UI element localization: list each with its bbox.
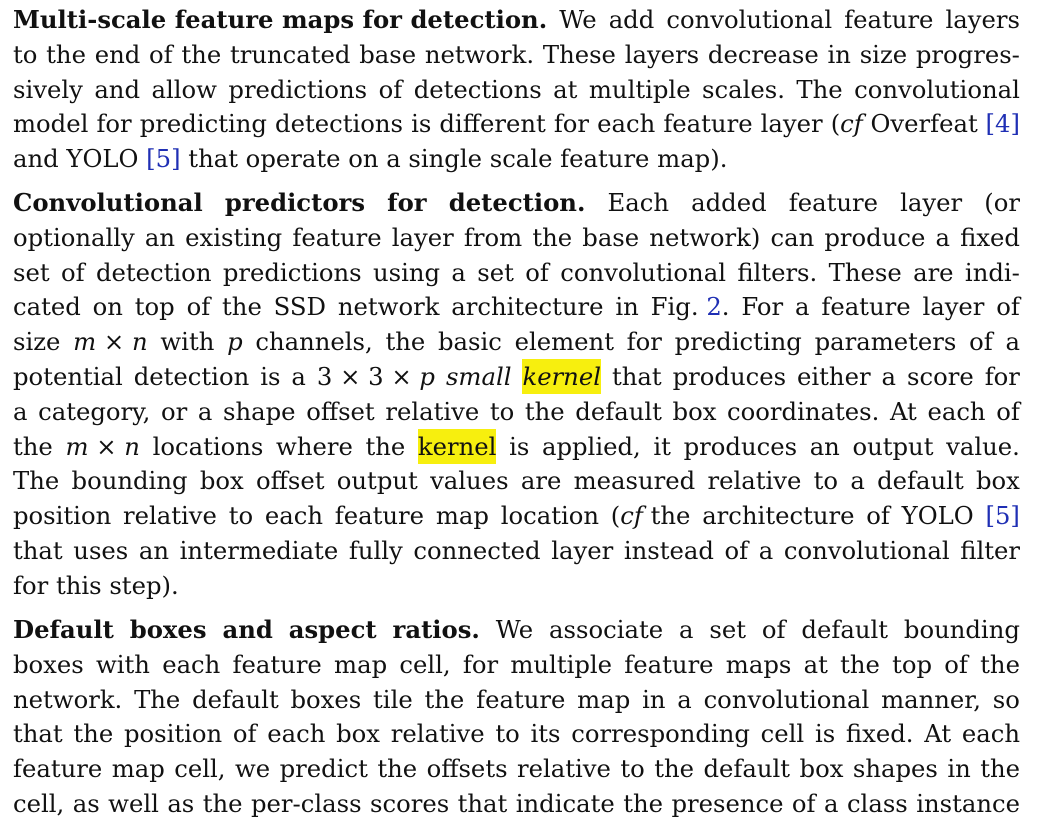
word: Each (607, 188, 670, 217)
text-line (13, 612, 1020, 647)
citation-link[interactable]: [5] (985, 501, 1020, 531)
word: feature (821, 292, 911, 322)
word: set (477, 257, 514, 287)
word: for (462, 649, 499, 679)
word: at (553, 74, 578, 104)
word: small (445, 362, 512, 391)
paragraph-heading-word: and (222, 615, 273, 644)
word: feature (292, 222, 382, 252)
word: convolutional (560, 257, 726, 287)
word: (cf Overfeat [4] (830, 109, 1020, 139)
word: we (234, 754, 271, 784)
word: instead (623, 536, 714, 565)
word: in (947, 754, 971, 784)
word: convolutional (666, 5, 833, 34)
word: for (96, 109, 132, 139)
word: a (758, 536, 774, 565)
word: is (411, 109, 432, 139)
word: fixed. (845, 719, 914, 749)
word: an (809, 431, 840, 461)
word: (cf the (610, 501, 691, 531)
word: maps (725, 649, 792, 679)
word: value. (946, 431, 1020, 461)
word: layer (900, 188, 963, 217)
word: of (996, 292, 1020, 322)
word: class (846, 789, 908, 818)
text-line (13, 682, 1020, 717)
word: allow (151, 74, 217, 104)
word: The (134, 684, 181, 714)
word: each (597, 109, 656, 139)
word: a (1005, 327, 1020, 357)
word: boxes (13, 649, 84, 679)
paragraph-heading-word: Convolutional (13, 188, 203, 217)
word: with (95, 649, 150, 679)
word: score (907, 362, 974, 391)
word: values (430, 466, 509, 496)
word: are (520, 466, 562, 496)
word: base (359, 39, 417, 69)
word: predicting (139, 109, 267, 139)
word: and (94, 74, 140, 104)
paragraph-heading-word: detection. (448, 188, 586, 217)
citation-link[interactable]: 2 (706, 292, 722, 322)
word: measured (573, 466, 696, 496)
text-line (13, 394, 1020, 429)
word: its (530, 719, 561, 749)
text-line (13, 220, 1020, 255)
word: of (866, 501, 890, 531)
word: The (796, 74, 843, 104)
word: that (13, 719, 63, 749)
word: layers (624, 39, 700, 69)
word: an (144, 222, 176, 252)
word: offset (306, 396, 375, 426)
word: top (134, 292, 175, 322)
word: is (260, 362, 281, 391)
word: feature (232, 649, 322, 679)
word: the (181, 39, 222, 69)
citation-link[interactable]: [5] (146, 144, 181, 174)
word: of (186, 292, 211, 322)
word: boxes (290, 684, 362, 714)
word: the (13, 431, 53, 461)
word: of (996, 396, 1020, 426)
word: corresponding (571, 719, 750, 749)
word: a (451, 257, 466, 287)
word: each (267, 719, 326, 749)
paragraph-heading-word: boxes (129, 615, 207, 644)
word: layer (760, 109, 823, 139)
word: where (276, 431, 353, 461)
text-line (13, 255, 1020, 290)
word: each (162, 649, 221, 679)
text-line (13, 751, 1020, 786)
word: it (653, 431, 671, 461)
word: to (489, 396, 515, 426)
word: applied, (541, 431, 641, 461)
word: a (678, 615, 694, 644)
word: a (197, 396, 213, 426)
word: base (582, 222, 640, 252)
word: layers (945, 5, 1020, 34)
paragraph-heading-word: Default (13, 615, 114, 644)
word: output (852, 431, 934, 461)
word: that (13, 536, 63, 565)
word: relative (707, 466, 802, 496)
word: produces (683, 431, 798, 461)
paragraph-heading-word: ratios. (392, 615, 480, 644)
word: truncated (229, 39, 351, 69)
word: sively (13, 74, 83, 104)
text-line (13, 141, 1020, 176)
word: and YOLO [5] that operate on a single scale feature map). (13, 144, 728, 174)
word: the (980, 649, 1020, 679)
word: add (608, 5, 655, 34)
word: map (435, 501, 489, 531)
word: bounding (903, 615, 1020, 644)
word: scales. (702, 74, 785, 104)
word: instance (916, 789, 1020, 818)
word: position (123, 719, 223, 749)
word: These (542, 39, 616, 69)
word: relative (390, 719, 485, 749)
citation-link[interactable]: [4] (985, 109, 1020, 139)
word: to (813, 466, 839, 496)
text-line (13, 786, 1020, 821)
text-line (13, 568, 1020, 603)
word: is (814, 719, 836, 749)
word: network. (424, 39, 535, 69)
word: output (336, 466, 418, 496)
word: a (935, 222, 950, 252)
word: convolutional (854, 74, 1020, 104)
word: feature (624, 649, 714, 679)
word: each (264, 501, 323, 531)
word: the (840, 649, 880, 679)
word: the (365, 431, 406, 461)
word: each (927, 396, 986, 426)
word: a (794, 292, 810, 322)
word: p (227, 327, 243, 357)
word: filters. (737, 257, 818, 287)
word: each (961, 719, 1020, 749)
word: that (457, 789, 508, 818)
word: convolutional (703, 684, 870, 714)
word: detections (413, 74, 542, 104)
word: category, (38, 396, 151, 426)
word: filter (960, 536, 1020, 565)
word: bounding (71, 466, 188, 496)
word: per-class (250, 789, 362, 818)
word: top (892, 649, 933, 679)
text-line (13, 429, 1020, 464)
word: of (60, 257, 85, 287)
word: a (13, 396, 28, 426)
word: the (654, 754, 695, 784)
word: 3 × 3 × p (316, 362, 435, 391)
word: At (924, 719, 952, 749)
word: network (337, 292, 440, 322)
word: cell (760, 719, 805, 749)
word: using (372, 257, 441, 287)
word: default (192, 684, 279, 714)
text-line (13, 72, 1020, 107)
word: to (228, 501, 254, 531)
word: size (13, 327, 61, 357)
word: a (824, 789, 839, 818)
text-line (13, 647, 1020, 682)
word: Fig. 2. (650, 292, 730, 322)
word: of (525, 257, 549, 287)
word: of (761, 615, 786, 644)
word: potential (13, 362, 123, 391)
word: intermediate (179, 536, 339, 565)
word: of (232, 719, 257, 749)
word: We (559, 5, 597, 34)
paragraph-heading-word: predictors (224, 188, 366, 217)
word: set (13, 257, 50, 287)
word: element (514, 327, 614, 357)
word: added (691, 188, 767, 217)
word: channels, (255, 327, 373, 357)
paragraph-heading-word: aspect (288, 615, 377, 644)
word: default (877, 466, 964, 496)
word: parameters (814, 327, 957, 357)
word: with (160, 327, 215, 357)
text-line (13, 2, 1020, 37)
word: The (13, 466, 60, 496)
word: presence (671, 789, 784, 818)
word: in (827, 39, 851, 69)
word: the (623, 789, 663, 818)
word: are (913, 257, 954, 287)
word: For (741, 292, 784, 322)
word: in (615, 292, 639, 322)
word: coordinates. (727, 396, 880, 426)
word: the (424, 684, 465, 714)
word: detection (133, 362, 250, 391)
word: (or (984, 188, 1020, 217)
word: offset (255, 466, 325, 496)
word: convolutional (783, 536, 950, 565)
word: to (13, 39, 38, 69)
word: network) (649, 222, 761, 252)
word: position (13, 501, 112, 531)
word: feature (788, 188, 879, 217)
paragraph-heading-word: for (387, 188, 427, 217)
word: the (46, 39, 86, 69)
word: produces (672, 362, 787, 391)
word: location (500, 501, 600, 531)
word: shape (223, 396, 296, 426)
word: predict (279, 754, 368, 784)
text-line (13, 498, 1020, 533)
word: YOLO (901, 501, 974, 531)
word: in (642, 684, 666, 714)
text-line (13, 324, 1020, 359)
word: of (724, 536, 749, 565)
word: predictions (222, 257, 362, 287)
word: for (984, 362, 1020, 391)
word: as (72, 789, 100, 818)
word: indi- (964, 257, 1020, 287)
word: feature (334, 501, 425, 531)
word: end (94, 39, 141, 69)
word: m × n (73, 327, 148, 357)
word: a (291, 362, 306, 391)
word: fully (348, 536, 403, 565)
word: at (803, 649, 828, 679)
word: the (377, 754, 418, 784)
word: for this step). (13, 570, 179, 600)
paragraph-heading-word: Multi-scale feature maps for detection. (13, 5, 548, 34)
word: map (334, 649, 388, 679)
word: m × n (65, 431, 140, 461)
text-line (13, 533, 1020, 568)
word: cell, (13, 789, 65, 818)
word: either (797, 362, 871, 391)
text-line (13, 185, 1020, 220)
word: set (709, 615, 746, 644)
word: different (439, 109, 546, 139)
word: can (770, 222, 815, 252)
word: architecture (702, 501, 855, 531)
word: box (336, 719, 381, 749)
word: feature (476, 684, 566, 714)
word: At (889, 396, 917, 426)
word: multiple (510, 649, 613, 679)
word: a (850, 466, 865, 496)
word: shapes (852, 754, 938, 784)
word: that (611, 362, 662, 391)
word: uses (73, 536, 129, 565)
word: map (111, 754, 165, 784)
word: of (944, 649, 968, 679)
word: feature (844, 5, 934, 34)
word: cated (13, 292, 81, 322)
word: a (677, 684, 692, 714)
word: well (108, 789, 159, 818)
word: for (553, 109, 590, 139)
word: a (881, 362, 897, 391)
highlighted-term: kernel (522, 359, 601, 394)
word: produce (824, 222, 926, 252)
word: relative (385, 396, 480, 426)
word: from (463, 222, 523, 252)
word: of (969, 327, 993, 357)
word: size (859, 39, 908, 69)
word: architecture (451, 292, 604, 322)
word: an (138, 536, 170, 565)
word: These (828, 257, 902, 287)
text-line (13, 716, 1020, 751)
word: predictions (228, 74, 368, 104)
word: the (73, 719, 114, 749)
word: feature (663, 109, 753, 139)
word: map (577, 684, 631, 714)
word: basic (437, 327, 502, 357)
word: the (385, 327, 426, 357)
highlighted-term: kernel (418, 429, 497, 464)
word: of (791, 789, 816, 818)
word: locations (152, 431, 264, 461)
word: is (509, 431, 530, 461)
word: SSD (273, 292, 327, 322)
word: offsets (426, 754, 508, 784)
word: feature (13, 754, 103, 784)
word: cell, (174, 754, 226, 784)
word: box (975, 466, 1020, 496)
word: on (92, 292, 123, 322)
word: default (703, 754, 791, 784)
word: detection (95, 257, 212, 287)
word: manner, (881, 684, 981, 714)
word: the (980, 754, 1020, 784)
word: layer (551, 536, 614, 565)
word: cell, (399, 649, 451, 679)
word: predicting (674, 327, 802, 357)
word: layer (391, 222, 454, 252)
word: existing (185, 222, 283, 252)
word: fixed (960, 222, 1020, 252)
word: to (620, 754, 645, 784)
word: default (801, 615, 888, 644)
word: default (575, 396, 662, 426)
word: as (167, 789, 195, 818)
word: associate (549, 615, 664, 644)
word: tile (373, 684, 413, 714)
word: box (799, 754, 844, 784)
word: connected (413, 536, 541, 565)
word: We (495, 615, 534, 644)
word: scores (370, 789, 450, 818)
word: the (222, 292, 262, 322)
word: to (495, 719, 520, 749)
word: the (202, 789, 243, 818)
word: model (13, 109, 89, 139)
word: box (199, 466, 244, 496)
word: network. (13, 684, 123, 714)
text-line (13, 289, 1020, 324)
word: box (672, 396, 717, 426)
text-line (13, 359, 1020, 394)
word: indicate (515, 789, 615, 818)
word: decrease (707, 39, 819, 69)
word: the (524, 396, 565, 426)
word: relative (123, 501, 217, 531)
word: optionally (13, 222, 135, 252)
word: progres- (915, 39, 1020, 69)
word: detections (275, 109, 403, 139)
word: multiple (588, 74, 691, 104)
word: layer (922, 292, 985, 322)
word: of (378, 74, 403, 104)
word: of (149, 39, 173, 69)
word: for (626, 327, 662, 357)
word: the (532, 222, 573, 252)
text-line (13, 37, 1020, 72)
text-line (13, 106, 1020, 141)
text-line (13, 463, 1020, 498)
word: so (992, 684, 1020, 714)
word: or (161, 396, 188, 426)
word: relative (517, 754, 611, 784)
